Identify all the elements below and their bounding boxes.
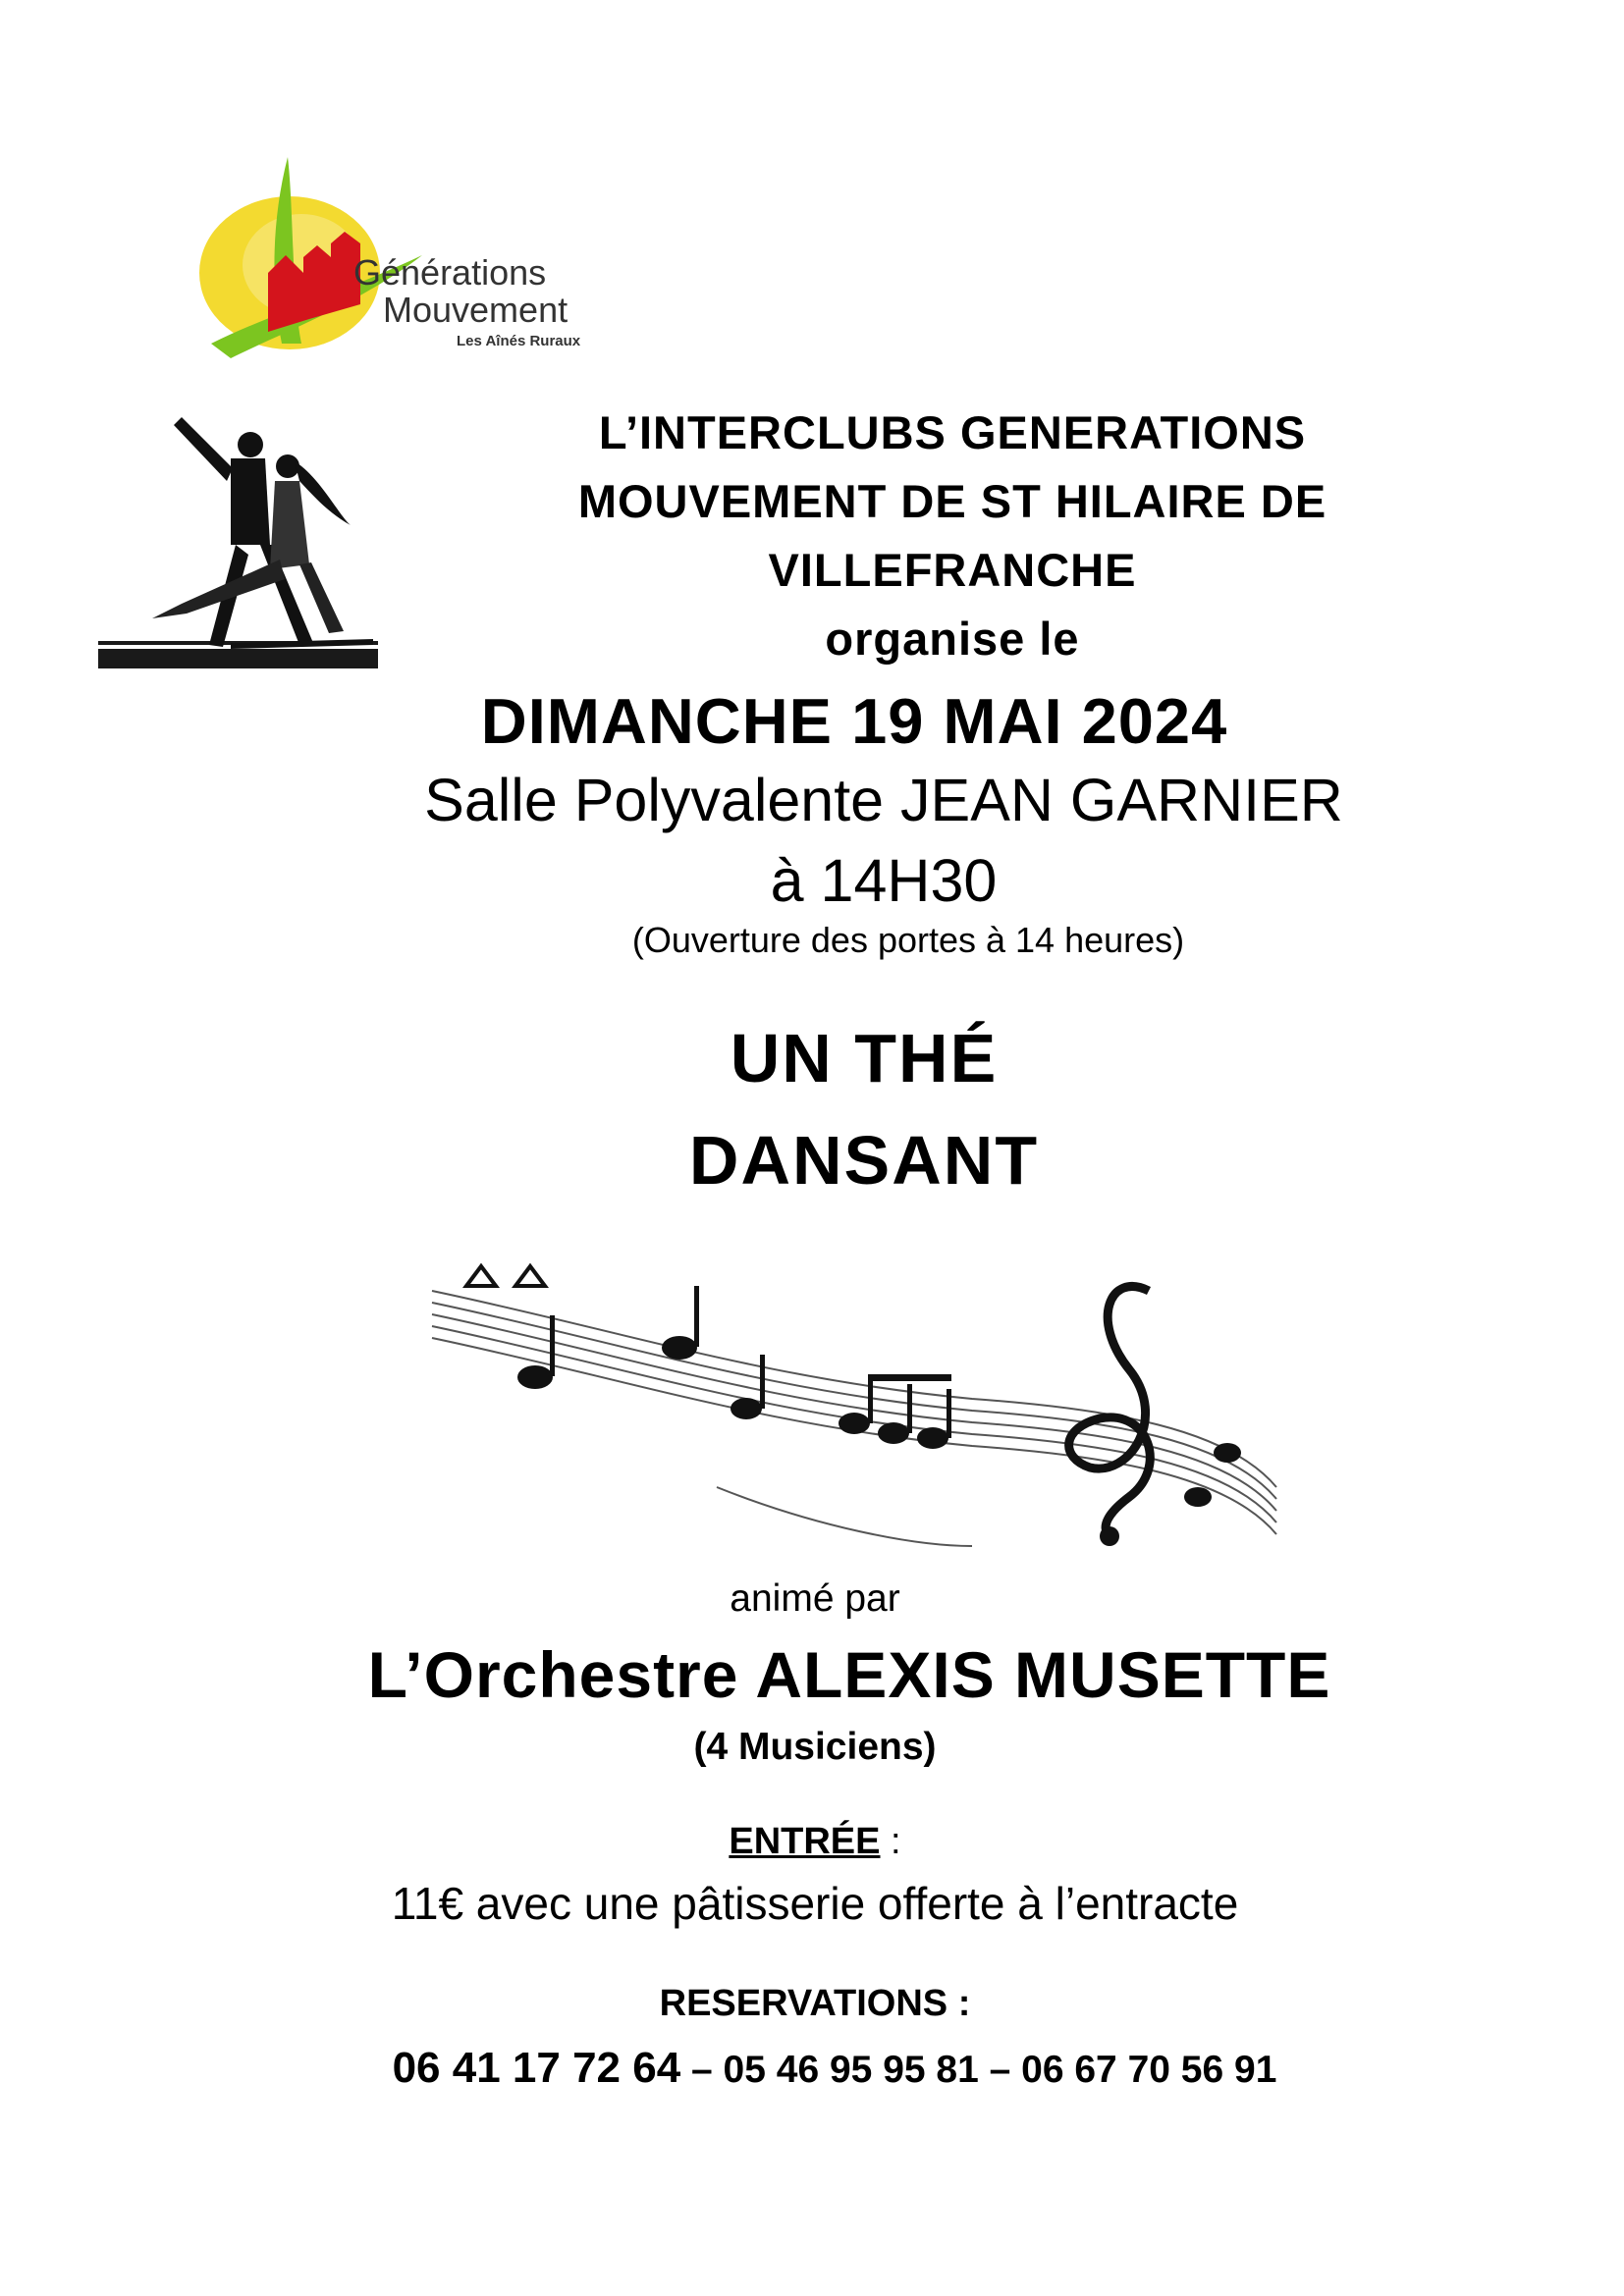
orchestra-name: L’Orchestre ALEXIS MUSETTE (367, 1638, 1331, 1711)
phones-other: – 05 46 95 95 81 – 06 67 70 56 91 (680, 2049, 1277, 2091)
entry-price: 11€ avec une pâtisserie offerte à l’entracte (391, 1878, 1239, 1929)
logo-graphic (191, 147, 623, 378)
event-venue: Salle Polyvalente JEAN GARNIER (424, 767, 1343, 833)
music-staff-icon (422, 1232, 1296, 1566)
musical-notes-illustration (422, 1232, 1296, 1566)
organizer-line-2: MOUVEMENT DE ST HILAIRE DE (577, 475, 1327, 527)
animated-by: animé par (730, 1577, 900, 1620)
organizer-line-1: L’INTERCLUBS GENERATIONS (598, 406, 1307, 458)
event-time: à 14H30 (770, 847, 998, 914)
logo-line2: Mouvement (383, 290, 568, 330)
reservations-label: RESERVATIONS : (659, 1983, 971, 2024)
event-date: DIMANCHE 19 MAI 2024 (480, 685, 1228, 757)
tango-dancers-illustration (93, 398, 388, 672)
event-title-line-1: UN THÉ (730, 1020, 999, 1096)
entry-heading (619, 1821, 1011, 1863)
generations-mouvement-logo (191, 147, 623, 378)
dancers-icon (93, 398, 388, 672)
entry-colon: : (880, 1821, 901, 1862)
phone-main: 06 41 17 72 64 (392, 2044, 681, 2092)
organizer-line-4: organise le (825, 613, 1080, 665)
reservations-phones (295, 2044, 1375, 2093)
musicians-count: (4 Musiciens) (693, 1726, 937, 1768)
organizer-line-3: VILLEFRANCHE (768, 544, 1137, 596)
logo-tagline: Les Aînés Ruraux (457, 333, 581, 349)
entry-label: ENTRÉE (729, 1821, 881, 1862)
doors-opening: (Ouverture des portes à 14 heures) (631, 920, 1185, 960)
logo-line1: Générations (353, 252, 547, 293)
event-title-line-2: DANSANT (688, 1122, 1040, 1199)
